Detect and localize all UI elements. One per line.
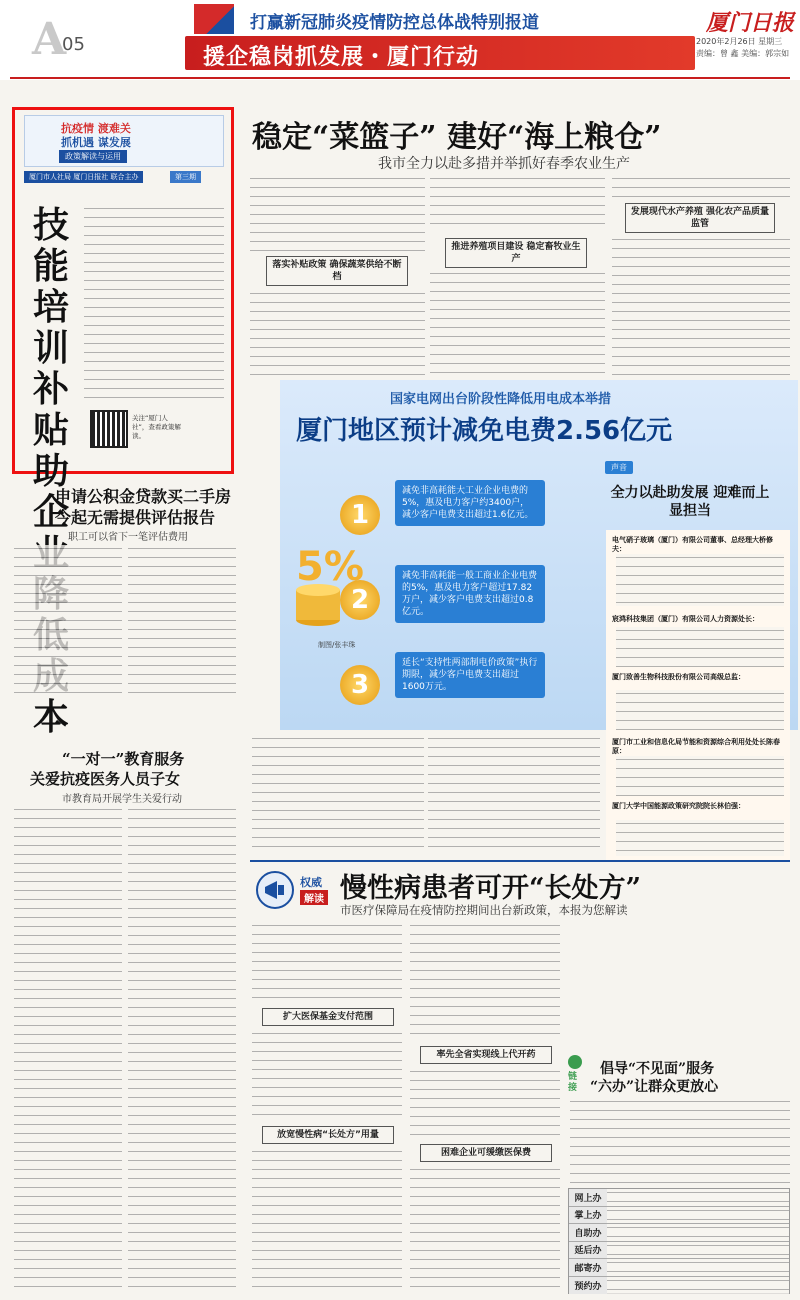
special-report-line: 打赢新冠肺炎疫情防控总体战特别报道 xyxy=(250,13,539,33)
chronic-body-col2c xyxy=(410,1166,560,1290)
table-row: 自助办 xyxy=(569,1224,789,1242)
speaker-1: 电气硝子玻璃（厦门）有限公司董事、总经理大桥修夫： xyxy=(612,536,773,553)
infographic-tag: 国家电网出台阶段性降低用电成本举措 xyxy=(390,392,612,407)
coin-stack-illustration xyxy=(288,540,388,630)
badge-sub: 政策解读与运用 xyxy=(59,150,127,163)
link-body xyxy=(570,1098,790,1186)
item-number-3: 3 xyxy=(340,665,380,705)
link-headline-1: 倡导“不见面”服务 xyxy=(600,1061,715,1077)
table-row: 网上办 xyxy=(569,1189,789,1207)
table-row: 延后办 xyxy=(569,1242,789,1260)
chronic-body-col1c xyxy=(252,1148,402,1290)
edu-headline-1: “一对一”教育服务 xyxy=(62,750,185,768)
item-text-1: 减免非高耗能大工业企业电费的5%，惠及电力客户约3400户，减少客户电费支出超过1.6亿元。 xyxy=(395,480,545,526)
chronic-body-col2 xyxy=(410,922,560,1040)
voices-panel xyxy=(606,530,790,860)
edu-body-col2 xyxy=(128,806,236,1290)
vertical-headline: 技 能 培 训 补 贴 助 企 本 xyxy=(32,204,69,738)
page-letter: A xyxy=(32,14,67,65)
subhead-box: 推进养殖项目建设 稳定畜牧业生产 xyxy=(445,238,587,268)
item-number-2: 2 xyxy=(340,580,380,620)
badge-line-2: 抓机遇 谋发展 xyxy=(61,136,131,149)
chronic-body-col2b xyxy=(410,1068,560,1138)
header-rule xyxy=(10,77,790,79)
item-number-1: 1 xyxy=(340,495,380,535)
section-banner-text: 援企稳岗抓发展・厦门行动 xyxy=(203,45,480,70)
loan-subtitle: 职工可以省下一笔评估费用 xyxy=(68,532,188,543)
chronic-subhead-4: 困难企业可缓缴医保费 xyxy=(420,1144,552,1162)
qr-caption: 关注“厦门人社”，查看政策解读。 xyxy=(132,414,181,440)
qr-code-icon xyxy=(90,410,128,448)
chronic-body-col1b xyxy=(252,1030,402,1120)
voices-tag: 声音 xyxy=(605,461,633,474)
services-table xyxy=(568,1188,790,1294)
link-dot-icon xyxy=(568,1055,582,1069)
subhead-box: 发展现代水产养殖 强化农产品质量监管 xyxy=(625,203,775,233)
page-number: 05 xyxy=(62,34,85,55)
edu-headline-2: 关爱抗疫医务人员子女 xyxy=(30,770,181,788)
main-headline: 稳定“菜篮子” 建好“海上粮仓” xyxy=(252,120,662,155)
voices-title: 全力以赴助发展 迎难而上显担当 xyxy=(610,485,770,519)
chronic-headline: 慢性病患者可开“长处方” xyxy=(340,873,642,904)
issue-date: 2020年2月26日 星期三 xyxy=(696,37,783,46)
speaker-2: 宸鸿科技集团（厦门）有限公司人力资源处长： xyxy=(612,615,759,623)
main-body-col2 xyxy=(430,175,605,225)
chronic-subhead-2: 放宽慢性病“长处方”用量 xyxy=(262,1126,394,1144)
main-body-col1 xyxy=(250,175,425,251)
authority-tag-2: 解读 xyxy=(300,890,328,905)
loan-body-col1 xyxy=(14,545,122,695)
table-row: 邮寄办 xyxy=(569,1259,789,1277)
infographic-credit: 制图/张丰珠 xyxy=(318,641,356,649)
flag-icon xyxy=(194,4,234,34)
feature-body-text xyxy=(84,205,224,405)
main-body-col3b xyxy=(612,236,790,376)
paper-logo: 厦门日报 xyxy=(706,10,795,36)
infographic-title: 厦门地区预计减免电费2.56亿元 xyxy=(296,416,673,446)
table-row: 预约办 xyxy=(569,1277,789,1294)
main-body-col1b xyxy=(250,290,425,376)
link-tag: 链接 xyxy=(568,1072,578,1093)
speaker-4: 厦门市工业和信息化局节能和资源综合利用处处长陈春原： xyxy=(612,738,780,755)
issue-label: 第三期 xyxy=(170,171,201,183)
issue-info xyxy=(696,36,789,60)
table-row: 掌上办 xyxy=(569,1207,789,1225)
item-text-3: 延长“支持性两部制电价政策”执行期限，减少客户电费支出超过1600万元。 xyxy=(395,652,545,698)
chronic-subhead-3: 率先全省实现线上代开药 xyxy=(420,1046,552,1064)
link-headline-2: “六办”让群众更放心 xyxy=(590,1079,719,1095)
main-body-col2b xyxy=(430,270,605,376)
edu-subtitle: 市教育局开展学生关爱行动 xyxy=(62,794,182,805)
series-label: 厦门市人社局 厦门日报社 联合主办 xyxy=(24,171,143,183)
badge-line-1: 抗疫情 渡难关 xyxy=(61,122,131,135)
loan-body-col2 xyxy=(128,545,236,695)
item-text-2: 减免非高耗能一般工商业企业电费的5%，惠及电力客户超过17.82万户，减少客户电费支出超过0.8亿元。 xyxy=(395,565,545,623)
editors: 责编：曾 鑫 美编：郭宗如 xyxy=(696,49,790,58)
section-rule xyxy=(250,860,790,862)
chronic-body-col1 xyxy=(252,922,402,1002)
chronic-subtitle: 市医疗保障局在疫情防控期间出台新政策，本报为您解读 xyxy=(340,903,628,917)
loan-headline-2: 今起无需提供评估报告 xyxy=(55,508,216,527)
main-subtitle: 我市全力以赴多措并举抓好春季农业生产 xyxy=(378,156,630,172)
subhead-box: 落实补贴政策 确保蔬菜供给不断档 xyxy=(266,256,408,286)
power-body-col1 xyxy=(252,735,424,855)
power-body-col2 xyxy=(428,735,600,855)
main-body-col3 xyxy=(612,175,790,197)
loan-headline-1: 申请公积金贷款买二手房 xyxy=(55,487,232,506)
edu-body-col1 xyxy=(14,806,122,1290)
chronic-subhead-1: 扩大医保基金支付范围 xyxy=(262,1008,394,1026)
speaker-5: 厦门大学中国能源政策研究院院长林伯强： xyxy=(612,802,745,810)
feature-badge xyxy=(24,115,224,167)
speaker-3: 厦门致善生物科技股份有限公司高级总监： xyxy=(612,673,745,681)
svg-text:5%: 5% xyxy=(296,544,364,590)
authority-tag-1: 权威 xyxy=(300,876,322,889)
megaphone-icon xyxy=(255,870,295,910)
section-banner xyxy=(185,36,695,70)
